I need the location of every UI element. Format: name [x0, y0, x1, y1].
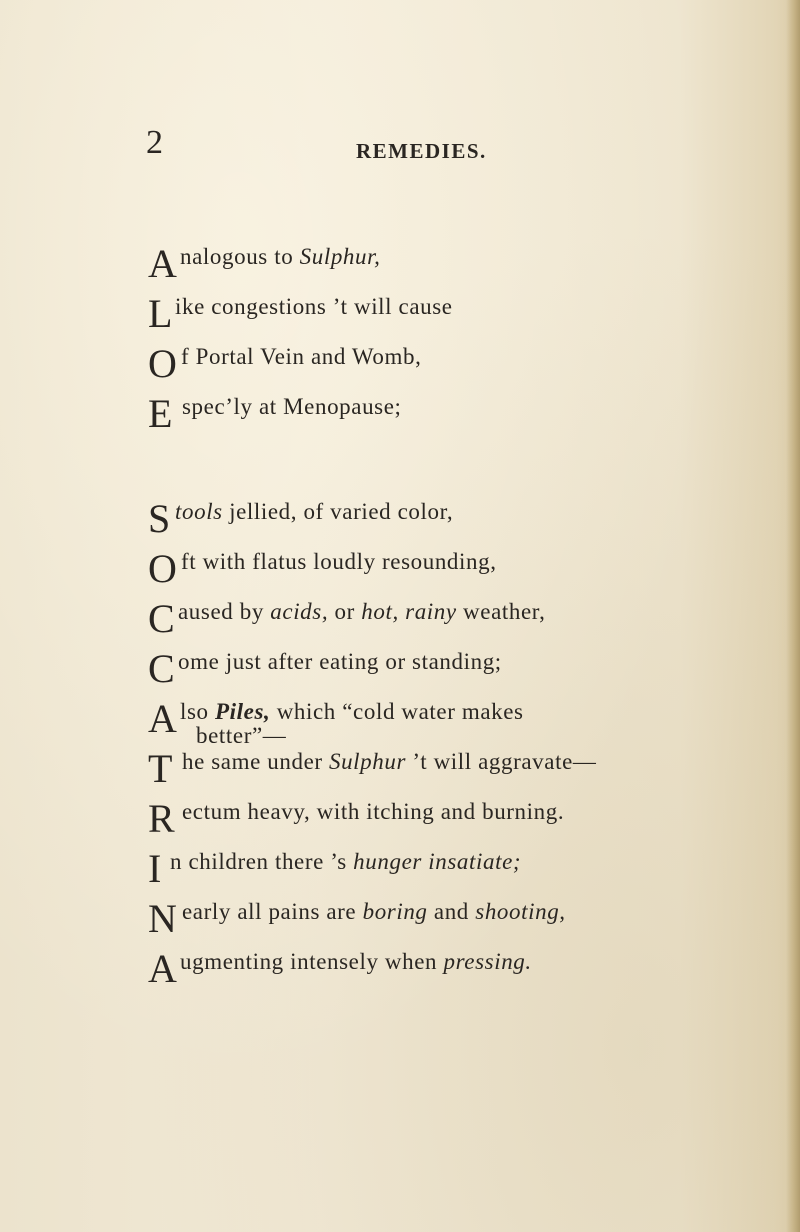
line-text	[180, 700, 524, 723]
poem-line	[148, 835, 748, 891]
poem-line	[148, 935, 748, 991]
line-text	[170, 850, 521, 873]
acrostic-initial: O	[148, 341, 177, 386]
line-text	[181, 345, 421, 368]
text-run: nalogous to	[180, 244, 300, 269]
line-text	[175, 295, 453, 318]
text-run: early all pains are	[182, 899, 363, 924]
acrostic-initial: E	[148, 391, 173, 436]
poem-line	[148, 585, 748, 641]
text-run: or	[328, 599, 362, 624]
text-run: jellied, of varied color,	[222, 499, 454, 524]
acrostic-initial: L	[148, 291, 173, 336]
poem-line	[148, 635, 748, 691]
acrostic-initial: I	[148, 846, 162, 891]
text-run: ugmenting intensely when	[180, 949, 444, 974]
acrostic-initial: C	[148, 646, 175, 691]
text-run: lso	[180, 699, 215, 724]
line-text	[178, 650, 502, 673]
text-run: spec’ly at Menopause;	[182, 394, 402, 419]
poem-line	[148, 330, 748, 386]
emphasis-text: Sulphur,	[299, 244, 381, 269]
poem-stanza-1	[148, 230, 748, 436]
emphasis-text: Piles,	[215, 699, 271, 724]
acrostic-initial: T	[148, 746, 173, 791]
emphasis-text: Sulphur	[328, 749, 407, 774]
text-run: weather,	[456, 599, 546, 624]
acrostic-initial: C	[148, 596, 175, 641]
acrostic-initial: R	[148, 796, 175, 841]
poem-line	[148, 735, 748, 791]
text-run: ike congestions ’t will cause	[175, 294, 453, 319]
acrostic-initial: A	[148, 241, 177, 286]
poem-line	[148, 280, 748, 336]
poem-line	[148, 885, 748, 941]
poem-line	[148, 685, 748, 748]
acrostic-initial: O	[148, 546, 177, 591]
emphasis-text: tools	[175, 499, 223, 524]
text-run: n children there ’s	[170, 849, 354, 874]
text-run: f Portal Vein and Womb,	[181, 344, 422, 369]
line-text	[175, 500, 453, 523]
line-text	[178, 600, 545, 623]
emphasis-text: boring	[362, 899, 428, 924]
page-number: 2	[146, 124, 163, 161]
line-text	[180, 245, 380, 268]
emphasis-text: pressing.	[443, 949, 532, 974]
text-run: ome just after eating or standing;	[178, 649, 502, 674]
text-run: he same under	[182, 749, 329, 774]
running-head: REMEDIES.	[356, 139, 487, 163]
poem-line	[148, 380, 748, 436]
text-run: ft with flatus loudly resounding,	[181, 549, 497, 574]
poem-stanza-2	[148, 485, 748, 991]
emphasis-text: shooting,	[475, 899, 566, 924]
text-run: which “cold water makes	[270, 699, 524, 724]
acrostic-initial: A	[148, 946, 177, 991]
poem-line	[148, 535, 748, 591]
text-run: ectum heavy, with itching and burning.	[182, 799, 565, 824]
poem-line	[148, 785, 748, 841]
acrostic-initial: N	[148, 896, 177, 941]
line-text	[182, 800, 564, 823]
text-run: aused by	[178, 599, 271, 624]
line-text	[182, 900, 566, 923]
line-continuation: better”—	[196, 723, 287, 748]
acrostic-initial: A	[148, 696, 177, 741]
poem-line	[148, 485, 748, 541]
acrostic-initial: S	[148, 496, 171, 541]
page-edge-shadow	[786, 0, 800, 1232]
line-text	[182, 750, 596, 773]
emphasis-text: hunger insatiate;	[353, 849, 522, 874]
emphasis-text: acids,	[270, 599, 329, 624]
emphasis-text: hot, rainy	[361, 599, 457, 624]
poem-line	[148, 230, 748, 286]
line-text	[182, 395, 402, 418]
text-run: ’t will aggravate—	[406, 749, 597, 774]
line-text	[181, 550, 497, 573]
text-run: and	[427, 899, 476, 924]
line-text	[180, 950, 532, 973]
